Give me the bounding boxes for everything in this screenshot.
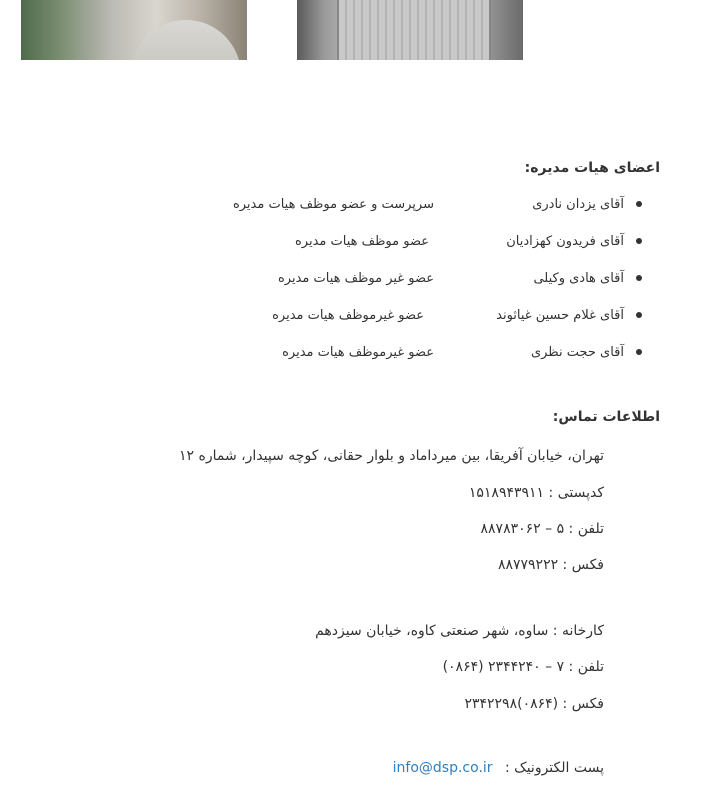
email-row <box>393 760 604 776</box>
board-member-row <box>64 345 624 382</box>
bullet-icon <box>636 238 642 244</box>
member-role: عضو غیر موظف هیات مدیره <box>277 271 434 286</box>
member-name: آقای هادی وکیلی <box>533 271 624 286</box>
board-heading: اعضای هیات مدیره: <box>524 160 660 176</box>
plant-photo-left <box>21 0 247 60</box>
silo-graphic <box>337 0 491 60</box>
bullet-icon <box>636 312 642 318</box>
factory-fax: فکس : (۰۸۶۴)۲۳۴۲۲۹۸ <box>464 696 604 712</box>
email-label: پست الکترونیک : <box>505 760 604 776</box>
member-role: عضو موظف هیات مدیره <box>295 234 429 249</box>
board-member-row <box>64 271 624 308</box>
bullet-icon <box>636 275 642 281</box>
email-link[interactable]: info@dsp.co.ir <box>392 760 493 776</box>
bullet-icon <box>636 201 642 207</box>
board-member-row <box>64 234 624 271</box>
board-member-row <box>64 197 624 234</box>
factory-phone: تلفن : ۷ – ۲۳۴۴۲۴۰ (۰۸۶۴) <box>442 659 604 675</box>
member-name: آقای فریدون کهزادیان <box>506 234 624 249</box>
storage-tank-graphic <box>131 20 241 60</box>
member-name: آقای یزدان نادری <box>532 197 624 212</box>
office-fax: فکس : ۸۸۷۷۹۲۲۲ <box>497 557 604 573</box>
member-name: آقای غلام حسین غیاثوند <box>496 308 624 323</box>
factory-address: کارخانه : ساوه، شهر صنعتی کاوه، خیابان سیزدهم <box>315 623 604 639</box>
plant-photo-right <box>297 0 523 60</box>
board-member-row <box>64 308 624 345</box>
office-phone: تلفن : ۵ – ۸۸۷۸۳۰۶۲ <box>480 521 604 537</box>
board-members-list <box>64 197 624 382</box>
member-role: عضو غیرموظف هیات مدیره <box>272 308 424 323</box>
postal-code: کدپستی : ۱۵۱۸۹۴۳۹۱۱ <box>468 485 604 501</box>
contact-heading: اطلاعات تماس: <box>552 409 660 425</box>
bullet-icon <box>636 349 642 355</box>
member-role: سرپرست و عضو موظف هیات مدیره <box>232 197 434 212</box>
member-name: آقای حجت نظری <box>530 345 624 360</box>
member-role: عضو غیرموظف هیات مدیره <box>282 345 434 360</box>
office-address: تهران، خیابان آفریقا، بین میرداماد و بلوار حقانی، کوچه سپیدار، شماره ۱۲ <box>179 448 604 464</box>
